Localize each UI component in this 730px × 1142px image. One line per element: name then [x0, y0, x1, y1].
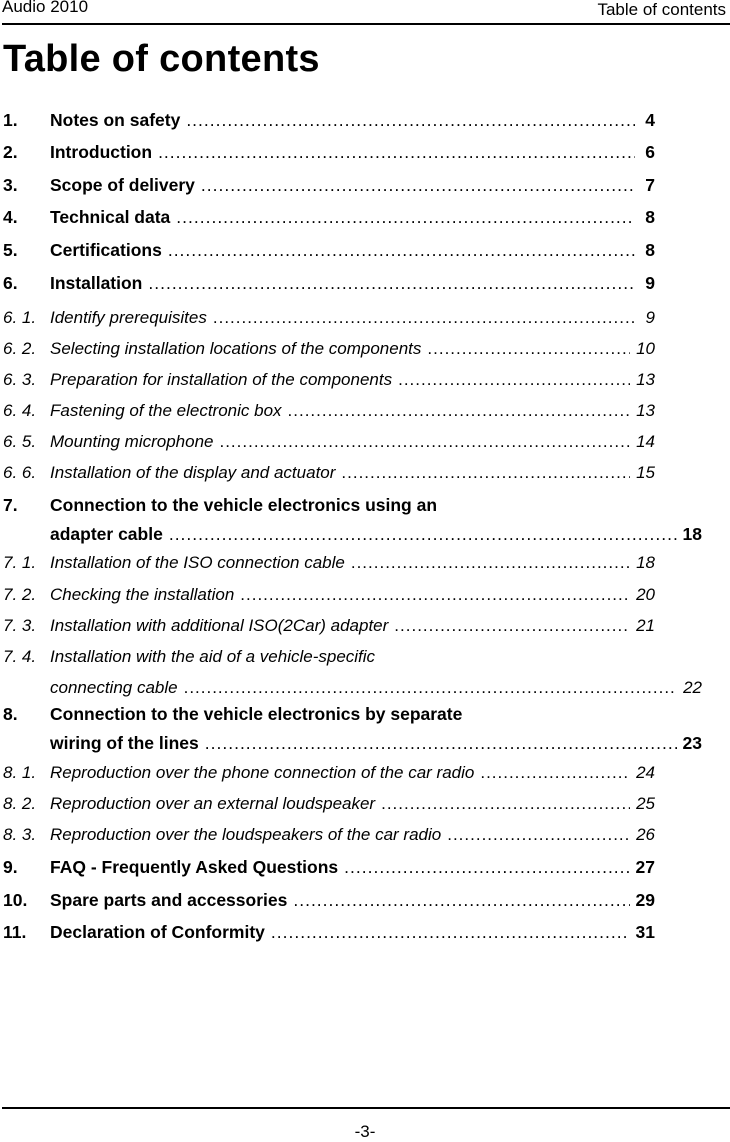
- toc-entry[interactable]: [3, 141, 655, 163]
- toc-entry-page: 20: [636, 585, 655, 604]
- toc-entry-number: 2.: [3, 142, 18, 162]
- toc-entry-number: 6. 6.: [3, 463, 37, 482]
- toc-entry-number: 7.: [3, 495, 18, 515]
- toc-entry[interactable]: [3, 889, 655, 911]
- toc-entry-title: Installation: [50, 273, 143, 293]
- toc-entry-title: Certifications: [50, 240, 162, 260]
- toc-entry-number: 8. 3.: [3, 825, 37, 844]
- toc-entry-page: 7: [645, 175, 655, 195]
- toc-entry-number: 6. 1.: [3, 308, 37, 327]
- toc-entry-number: 6.: [3, 273, 18, 293]
- toc-entry[interactable]: [3, 239, 655, 261]
- toc-entry[interactable]: [3, 494, 702, 545]
- toc-entry-page: 9: [645, 308, 655, 327]
- toc-entry-title: Scope of delivery: [50, 175, 195, 195]
- toc-entry[interactable]: [3, 431, 655, 453]
- toc-entry[interactable]: [3, 762, 655, 784]
- toc-leader-dots: [158, 141, 635, 163]
- toc-leader-dots: [381, 793, 630, 815]
- toc-entry-title: Selecting installation locations of the components: [50, 339, 422, 358]
- toc-entry[interactable]: [3, 921, 655, 943]
- toc-leader-dots: [148, 272, 635, 294]
- toc-entry-title: Identify prerequisites: [50, 308, 207, 327]
- toc-entry-page: 13: [636, 370, 655, 389]
- toc-entry-title: Mounting microphone: [50, 432, 214, 451]
- toc-entry[interactable]: [3, 646, 702, 699]
- toc-entry[interactable]: [3, 793, 655, 815]
- toc-entry-title: Declaration of Conformity: [50, 922, 265, 942]
- toc-entry-number: 7. 2.: [3, 585, 37, 604]
- toc-entry-page: 22: [683, 678, 702, 697]
- toc-entry-page: 6: [645, 142, 655, 162]
- toc-entry-page: 18: [682, 524, 702, 544]
- toc-entry[interactable]: [3, 552, 655, 574]
- toc-entry[interactable]: [3, 584, 655, 606]
- toc-entry-title: Installation of the display and actuator: [50, 463, 336, 482]
- toc-entry-page: 9: [645, 273, 655, 293]
- toc-entry-title: Connection to the vehicle electronics using an: [50, 495, 438, 515]
- toc-entry-title-continued: wiring of the lines: [50, 733, 199, 753]
- page-title: Table of contents: [3, 38, 320, 80]
- toc-leader-dots: [394, 615, 630, 637]
- toc-entry-page: 25: [636, 794, 655, 813]
- toc-entry[interactable]: [3, 462, 655, 484]
- toc-entry-number: 6. 2.: [3, 339, 37, 358]
- toc-entry-title: Reproduction over the phone connection of the car radio: [50, 763, 475, 782]
- toc-entry-title-continued: connecting cable: [50, 678, 178, 697]
- toc-entry-number: 3.: [3, 175, 18, 195]
- toc-leader-dots: [447, 824, 630, 846]
- toc-entry[interactable]: [3, 703, 702, 754]
- toc-entry-page: 14: [636, 432, 655, 451]
- toc-entry-number: 8. 1.: [3, 763, 37, 782]
- toc-entry-title: Installation of the ISO connection cable: [50, 553, 345, 572]
- toc-leader-dots: [271, 921, 630, 943]
- toc-entry-number: 9.: [3, 857, 18, 877]
- toc-leader-dots: [219, 431, 630, 453]
- header-section-name: Table of contents: [597, 0, 726, 19]
- toc-entry-title: Spare parts and accessories: [50, 890, 288, 910]
- toc-entry-page: 13: [636, 401, 655, 420]
- toc-leader-dots: [205, 732, 677, 754]
- toc-entry-title: Connection to the vehicle electronics by separate: [50, 704, 463, 724]
- toc-leader-dots: [344, 856, 629, 878]
- toc-entry-number: 7. 1.: [3, 553, 37, 572]
- toc-entry-title: Notes on safety: [50, 110, 181, 130]
- toc-entry-page: 31: [635, 922, 655, 942]
- toc-entry[interactable]: [3, 400, 655, 422]
- toc-leader-dots: [201, 174, 635, 196]
- toc-leader-dots: [351, 552, 630, 574]
- toc-entry[interactable]: [3, 174, 655, 196]
- toc-leader-dots: [341, 462, 630, 484]
- toc-leader-dots: [176, 206, 635, 228]
- toc-entry-title: FAQ - Frequently Asked Questions: [50, 857, 339, 877]
- toc-entry-number: 1.: [3, 110, 18, 130]
- toc-leader-dots: [169, 523, 677, 545]
- toc-entry-page: 23: [682, 733, 702, 753]
- toc-entry-number: 7. 3.: [3, 616, 37, 635]
- toc-leader-dots: [186, 109, 635, 131]
- toc-entry[interactable]: [3, 824, 655, 846]
- toc-entry-number: 6. 3.: [3, 370, 37, 389]
- toc-leader-dots: [168, 239, 635, 261]
- toc-entry-title: Checking the installation: [50, 585, 235, 604]
- toc-entry-page: 15: [636, 463, 655, 482]
- toc-entry-number: 4.: [3, 207, 18, 227]
- toc-entry-title: Introduction: [50, 142, 153, 162]
- header-divider: [2, 23, 730, 25]
- toc-leader-dots: [184, 677, 677, 699]
- toc-entry-title: Fastening of the electronic box: [50, 401, 282, 420]
- toc-entry-page: 29: [635, 890, 655, 910]
- toc-entry-page: 26: [636, 825, 655, 844]
- toc-leader-dots: [288, 400, 631, 422]
- toc-entry-number: 5.: [3, 240, 18, 260]
- toc-entry[interactable]: [3, 369, 655, 391]
- toc-entry-number: 6. 4.: [3, 401, 37, 420]
- toc-entry-page: 27: [635, 857, 655, 877]
- toc-entry[interactable]: [3, 272, 655, 294]
- toc-entry-title: Installation with additional ISO(2Car) adapter: [50, 616, 389, 635]
- toc-entry[interactable]: [3, 109, 655, 131]
- footer-page-number: -3-: [354, 1122, 376, 1141]
- toc-entry[interactable]: [3, 206, 655, 228]
- toc-entry-page: 21: [636, 616, 655, 635]
- toc-entry-title: Preparation for installation of the components: [50, 370, 393, 389]
- toc-leader-dots: [213, 307, 635, 329]
- footer-divider: [2, 1107, 730, 1109]
- toc-entry[interactable]: [3, 615, 655, 637]
- toc-entry-page: 24: [636, 763, 655, 782]
- toc-entry-title: Technical data: [50, 207, 171, 227]
- toc-entry[interactable]: [3, 338, 655, 360]
- toc-leader-dots: [293, 889, 629, 911]
- toc-entry-number: 6. 5.: [3, 432, 37, 451]
- toc-entry-page: 4: [645, 110, 655, 130]
- toc-entry-title-continued: adapter cable: [50, 524, 163, 544]
- toc-leader-dots: [398, 369, 630, 391]
- toc-entry-title: Reproduction over the loudspeakers of the car radio: [50, 825, 442, 844]
- toc-entry-page: 8: [645, 207, 655, 227]
- toc-entry-number: 8. 2.: [3, 794, 37, 813]
- toc-entry-title: Installation with the aid of a vehicle-specific: [50, 647, 376, 666]
- toc-leader-dots: [240, 584, 630, 606]
- toc-entry[interactable]: [3, 307, 655, 329]
- toc-leader-dots: [480, 762, 630, 784]
- toc-leader-dots: [427, 338, 630, 360]
- toc-entry-number: 10.: [3, 890, 28, 910]
- toc-entry-page: 8: [645, 240, 655, 260]
- toc-entry[interactable]: [3, 856, 655, 878]
- toc-entry-number: 7. 4.: [3, 647, 37, 666]
- toc-entry-page: 10: [636, 339, 655, 358]
- toc-entry-number: 8.: [3, 704, 18, 724]
- toc-entry-page: 18: [636, 553, 655, 572]
- header-document-name: Audio 2010: [2, 0, 89, 16]
- toc-entry-number: 11.: [3, 922, 27, 942]
- toc-entry-title: Reproduction over an external loudspeaker: [50, 794, 376, 813]
